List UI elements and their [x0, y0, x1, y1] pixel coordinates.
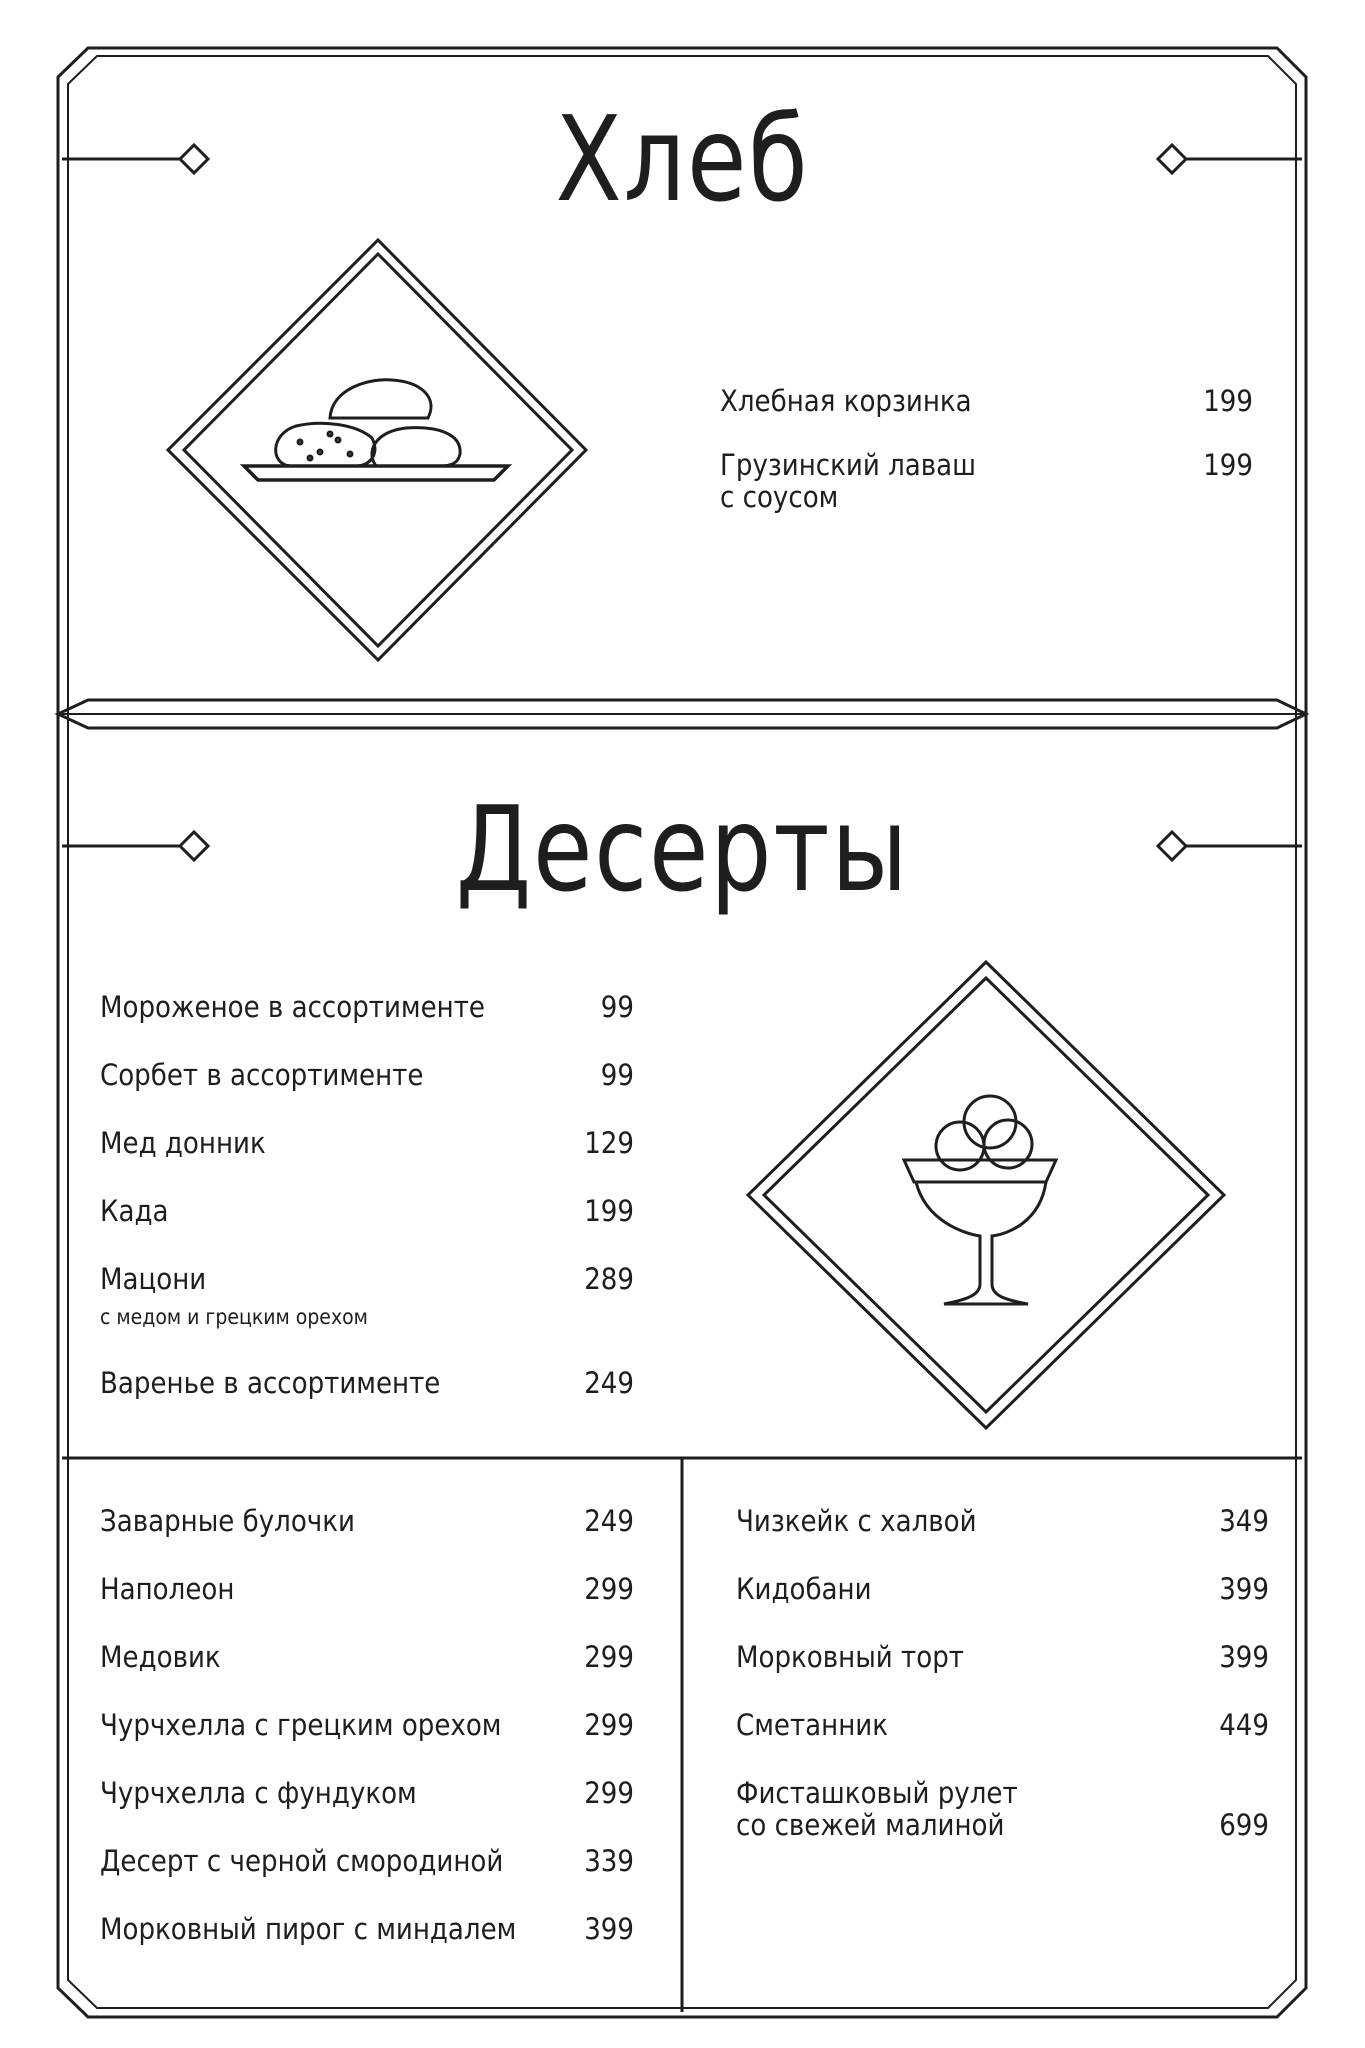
item-name: Наполеон: [100, 1572, 235, 1606]
item-name: Чурчхелла с фундуком: [100, 1776, 417, 1810]
item-name: Чизкейк с халвой: [736, 1504, 977, 1538]
bread-plate-icon: [160, 238, 596, 662]
item-price: 99: [600, 990, 634, 1024]
item-price: 399: [584, 1912, 634, 1946]
dessert-item: [736, 1504, 1269, 1544]
desserts-section-title: Десерты: [455, 780, 910, 918]
dessert-item: [100, 1640, 634, 1680]
dessert-item: [100, 1776, 634, 1816]
item-name-line2: с соусом: [720, 480, 839, 514]
item-price: 449: [1219, 1708, 1269, 1742]
item-name: Морковный торт: [736, 1640, 964, 1674]
item-price: 199: [1203, 448, 1253, 482]
item-name: Фисташковый рулет: [736, 1776, 1018, 1810]
dessert-item: [100, 1366, 634, 1406]
dessert-item: [100, 1058, 634, 1098]
item-name: Када: [100, 1194, 169, 1228]
item-price: 339: [584, 1844, 634, 1878]
item-name-line2: со свежей малиной: [736, 1808, 1005, 1842]
item-price: 249: [584, 1366, 634, 1400]
item-price: 699: [1219, 1808, 1269, 1842]
item-name: Хлебная корзинка: [720, 384, 972, 418]
item-name: Сорбет в ассортименте: [100, 1058, 424, 1092]
item-price: 129: [584, 1126, 634, 1160]
item-name: Мороженое в ассортименте: [100, 990, 485, 1024]
item-price: 249: [584, 1504, 634, 1538]
item-price: 399: [1219, 1572, 1269, 1606]
item-name: Десерт с черной смородиной: [100, 1844, 504, 1878]
dessert-item: [100, 1262, 634, 1332]
dessert-item: [100, 1912, 634, 1952]
item-name: Мацони: [100, 1262, 207, 1296]
item-price: 99: [600, 1058, 634, 1092]
item-price: 299: [584, 1572, 634, 1606]
dessert-item: [100, 990, 634, 1030]
dessert-item: [100, 1194, 634, 1234]
item-price: 349: [1219, 1504, 1269, 1538]
item-name: Морковный пирог с миндалем: [100, 1912, 517, 1946]
item-price: 199: [584, 1194, 634, 1228]
dessert-item: [100, 1844, 634, 1884]
item-name: Медовик: [100, 1640, 221, 1674]
dessert-item: [100, 1126, 634, 1166]
dessert-item: [100, 1572, 634, 1612]
item-price: 299: [584, 1708, 634, 1742]
bread-item: [720, 448, 1253, 520]
item-name: Чурчхелла с грецким орехом: [100, 1708, 502, 1742]
bread-section-title: Хлеб: [555, 90, 810, 228]
item-name: Мед донник: [100, 1126, 266, 1160]
item-name: Грузинский лаваш: [720, 448, 977, 482]
dessert-item: [100, 1708, 634, 1748]
dessert-item: [736, 1572, 1269, 1612]
ice-cream-bowl-icon: [746, 960, 1226, 1430]
item-price: 299: [584, 1776, 634, 1810]
item-price: 399: [1219, 1640, 1269, 1674]
dessert-item: [736, 1776, 1269, 1848]
bread-item: [720, 384, 1253, 424]
item-note: с медом и грецким орехом: [100, 1305, 368, 1329]
dessert-item: [736, 1708, 1269, 1748]
dessert-item: [736, 1640, 1269, 1680]
item-price: 289: [584, 1262, 634, 1296]
item-name: Заварные булочки: [100, 1504, 355, 1538]
dessert-item: [100, 1504, 634, 1544]
item-name: Кидобани: [736, 1572, 872, 1606]
item-name: Сметанник: [736, 1708, 888, 1742]
item-name: Варенье в ассортименте: [100, 1366, 441, 1400]
item-price: 199: [1203, 384, 1253, 418]
item-price: 299: [584, 1640, 634, 1674]
